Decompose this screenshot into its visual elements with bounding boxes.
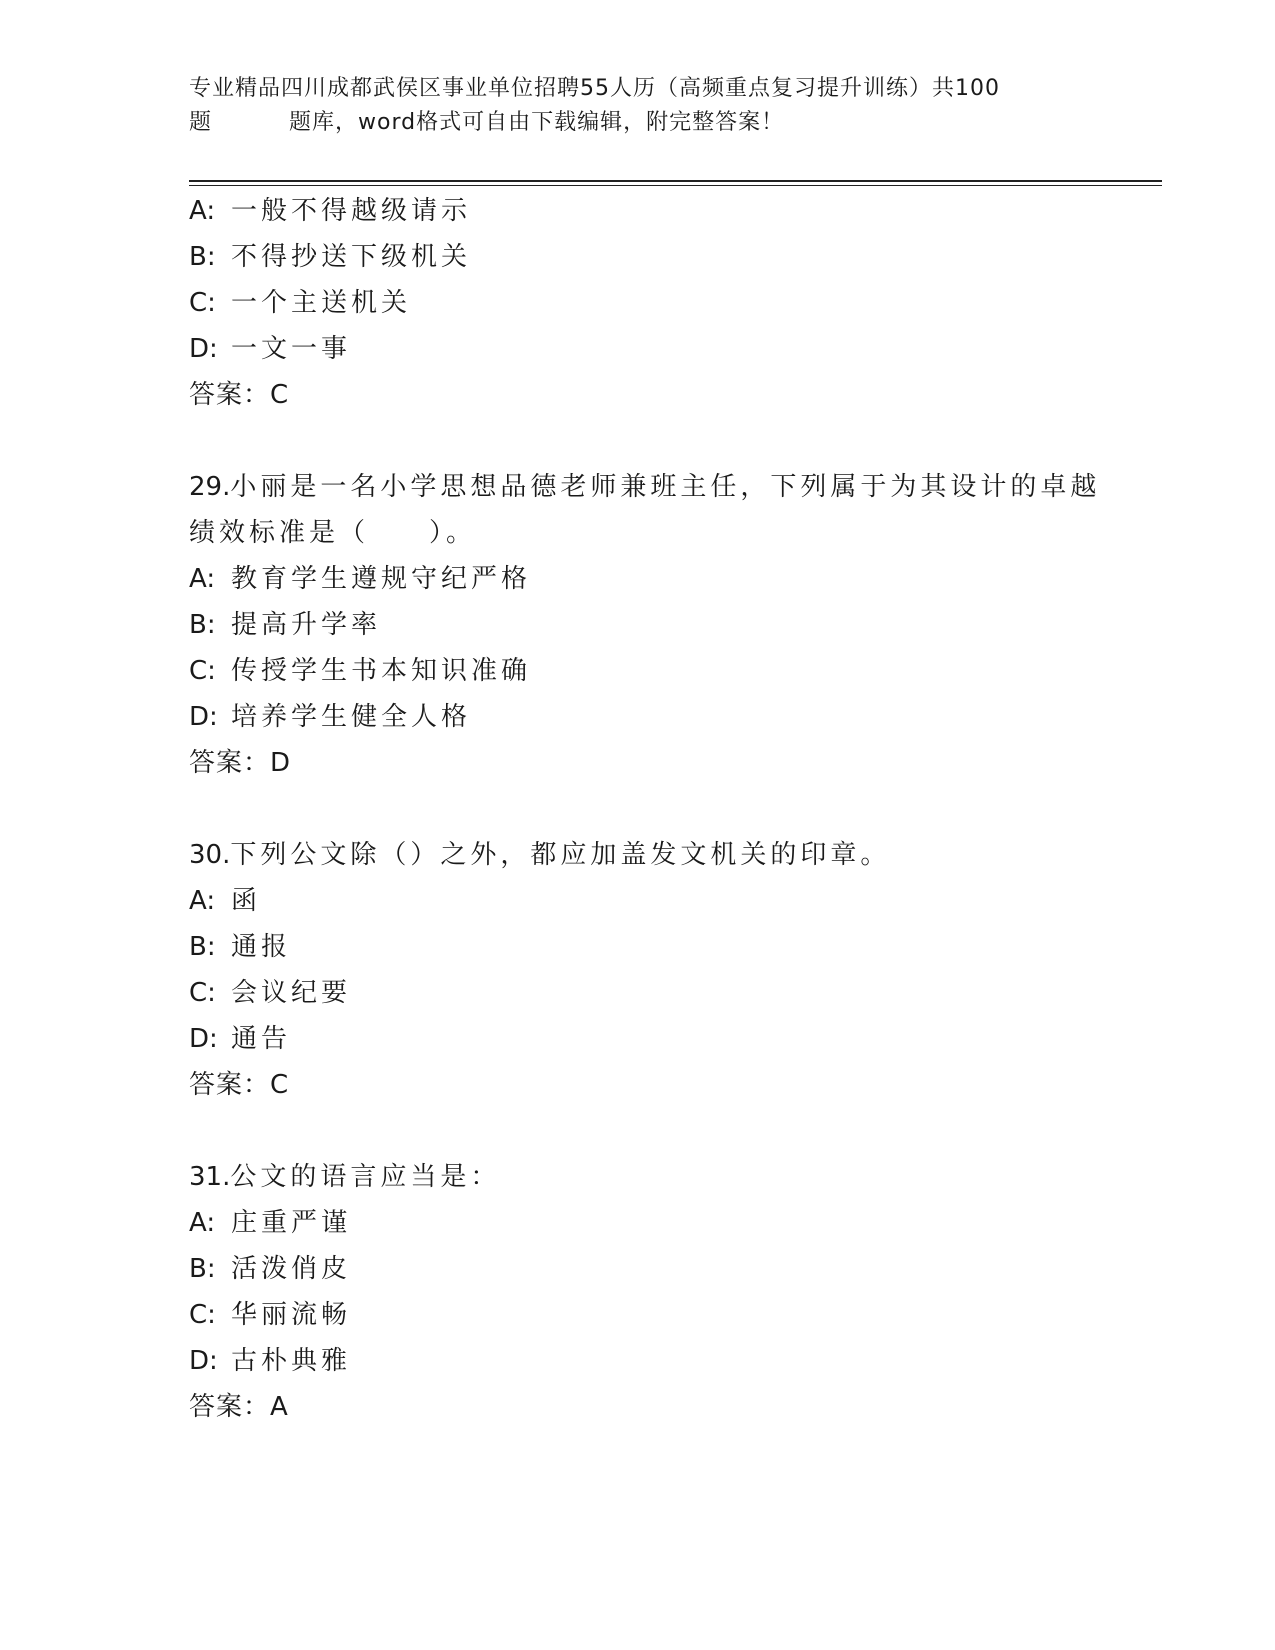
option-text: 传授学生书本知识准确 xyxy=(231,656,532,686)
option-text: 通报 xyxy=(231,932,292,962)
option-letter: D: xyxy=(189,1346,218,1376)
option-text: 庄重严谨 xyxy=(231,1208,352,1238)
option-b xyxy=(189,924,1149,970)
question-text-line1: 公文的语言应当是： xyxy=(230,1162,501,1192)
question-text-line2: 绩效标准是（ ）。 xyxy=(189,518,477,548)
question-text xyxy=(189,832,1149,878)
option-letter: A: xyxy=(189,886,216,916)
answer-line: 答案：C xyxy=(189,380,290,410)
option-letter: C: xyxy=(189,978,216,1008)
option-text: 教育学生遵规守纪严格 xyxy=(231,564,532,594)
option-letter: D: xyxy=(189,702,218,732)
question-block-28 xyxy=(189,188,1149,418)
option-letter: A: xyxy=(189,1208,216,1238)
answer-line: 答案：C xyxy=(189,1070,290,1100)
option-text: 活泼俏皮 xyxy=(231,1254,352,1284)
option-a xyxy=(189,878,1149,924)
question-list xyxy=(189,188,1149,1430)
option-b xyxy=(189,234,1149,280)
option-letter: B: xyxy=(189,242,216,272)
option-text: 培养学生健全人格 xyxy=(231,702,472,732)
option-letter: C: xyxy=(189,1300,216,1330)
option-text: 函 xyxy=(231,886,262,916)
question-number: 30. xyxy=(189,840,231,870)
question-block-31 xyxy=(189,1154,1149,1430)
question-text xyxy=(189,464,1149,510)
option-text: 古朴典雅 xyxy=(231,1346,352,1376)
question-number: 31. xyxy=(189,1162,231,1192)
option-c xyxy=(189,280,1149,326)
option-letter: D: xyxy=(189,1024,218,1054)
option-a xyxy=(189,556,1149,602)
option-text: 华丽流畅 xyxy=(231,1300,352,1330)
option-c xyxy=(189,970,1149,1016)
page-header xyxy=(189,72,1089,140)
question-number: 29. xyxy=(189,472,231,502)
question-block-29 xyxy=(189,464,1149,786)
option-letter: A: xyxy=(189,564,216,594)
question-text xyxy=(189,1154,1149,1200)
option-text: 会议纪要 xyxy=(231,978,352,1008)
header-line2-right: 题库，word格式可自由下载编辑，附完整答案！ xyxy=(289,110,785,135)
option-text: 一文一事 xyxy=(231,334,352,364)
option-letter: B: xyxy=(189,1254,216,1284)
option-letter: B: xyxy=(189,610,216,640)
option-text: 一个主送机关 xyxy=(231,288,412,318)
question-text-line1: 小丽是一名小学思想品德老师兼班主任，下列属于为其设计的卓越 xyxy=(230,472,1101,502)
question-block-30 xyxy=(189,832,1149,1108)
option-letter: C: xyxy=(189,656,216,686)
option-letter: A: xyxy=(189,196,216,226)
option-text: 一般不得越级请示 xyxy=(231,196,472,226)
header-title-line2 xyxy=(189,106,1089,140)
option-b xyxy=(189,1246,1149,1292)
answer-line: 答案：D xyxy=(189,748,292,778)
option-text: 通告 xyxy=(231,1024,292,1054)
option-letter: D: xyxy=(189,334,218,364)
option-d xyxy=(189,694,1149,740)
option-d xyxy=(189,1338,1149,1384)
option-b xyxy=(189,602,1149,648)
option-text: 提高升学率 xyxy=(231,610,382,640)
header-line2-left: 题 xyxy=(189,110,213,135)
option-a xyxy=(189,1200,1149,1246)
header-title-line1: 专业精品四川成都武侯区事业单位招聘55人历（高频重点复习提升训练）共100 xyxy=(189,76,1000,101)
header-divider-thin xyxy=(189,185,1162,186)
header-divider-thick xyxy=(189,180,1162,182)
option-letter: C: xyxy=(189,288,216,318)
option-text: 不得抄送下级机关 xyxy=(231,242,472,272)
question-text-line1: 下列公文除（）之外，都应加盖发文机关的印章。 xyxy=(230,840,891,870)
option-c xyxy=(189,1292,1149,1338)
answer-line: 答案：A xyxy=(189,1392,289,1422)
option-letter: B: xyxy=(189,932,216,962)
option-d xyxy=(189,1016,1149,1062)
option-c xyxy=(189,648,1149,694)
option-a xyxy=(189,188,1149,234)
option-d xyxy=(189,326,1149,372)
